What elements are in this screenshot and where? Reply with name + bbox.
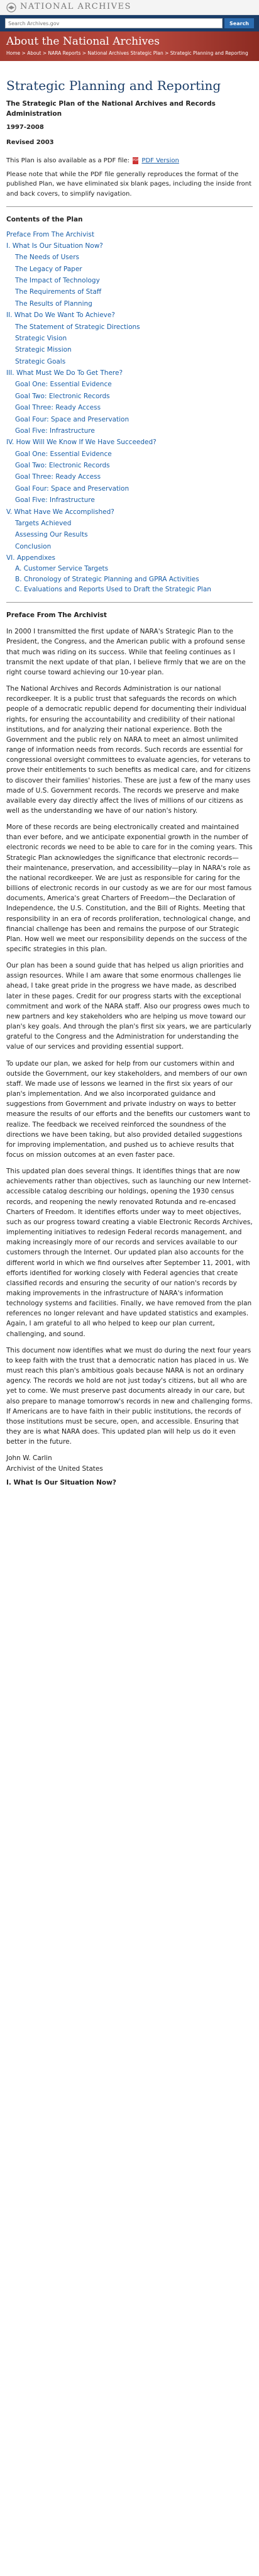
breadcrumb-plan[interactable]: National Archives Strategic Plan bbox=[87, 50, 163, 57]
pdf-note: Please note that while the PDF file generally reproduces the format of the published Plan, we have eliminated six blank pages, including the inside front and back covers, to simplify navigation. bbox=[6, 170, 252, 198]
signature-name: John W. Carlin bbox=[6, 1454, 52, 1463]
toc-link[interactable]: Goal One: Essential Evidence bbox=[15, 450, 112, 458]
preface-paragraph: Our plan has been a sound guide that has helped us align priorities and assign resources. While I am aware that some enormous challenges lie ahead, I take great pride in the progress we have made, as described later in these pages. Credit for our progress starts with the exceptional commitment and work of the NARA staff. Also our progress owes much to new partners and key stakeholders who are helping us move toward our plan's key goals. And through the plan's first six years, we are particularly grateful to the Congress and the Administration for understanding the value of our services and providing essential support. bbox=[6, 962, 251, 1051]
preface-paragraph: More of these records are being electronically created and maintained than ever before, and we anticipate exponential growth in the number of electronic records we need to be able to care for in the coming years. This Strategic Plan acknowledges the significance that electronic records—their maintenance, preservation, and accessibility—play in NARA's role as the national recordkeeper. We are just as responsible for caring for the billions of electronic records in our custody as we are for our most famous documents, America's great Charters of Freedom—the Declaration of Independence, the U.S. Constitution, and the Bill of Rights. Meeting that responsibility in an era of records proliferation, technological change, and financial challenge has been and remains the purpose of our Strategic Plan. How well we meet our responsibility depends on the success of the specific strategies in this plan. bbox=[6, 823, 253, 953]
toc-link[interactable]: Preface From The Archivist bbox=[6, 230, 94, 238]
signature bbox=[6, 1453, 253, 1474]
toc-link[interactable]: Goal Two: Electronic Records bbox=[15, 392, 110, 400]
toc-link[interactable]: The Results of Planning bbox=[15, 299, 92, 308]
preface-paragraph: This updated plan does several things. It identifies things that are now achievements rather than objectives, such as launching our new Internet-accessible catalog describing our holdings, opening the 1930 census records, and reopening the newly renovated Rotunda and re-encased Charters of Freedom. It identifies efforts under way to meet objectives, such as our progress toward creating a viable Electronic Records Archives, implementing initiatives to redesign Federal records management, and making increasingly more of our records and services available to our customers through the Internet. Our updated plan also accounts for the different world in which we find ourselves after September 11, 2001, with efforts identified for working closely with Federal agencies that create classified records and ensuring the security of our nation's records by making improvements in the infrastructure of NARA's information technology systems and facilities. Finally, we have removed from the plan references no longer relevant and have updated statistics and examples. Again, I am grateful to all who helped to keep our plan current, challenging, and sound. bbox=[6, 1168, 253, 1338]
table-of-contents bbox=[6, 229, 253, 595]
toc-link[interactable]: V. What Have We Accomplished? bbox=[6, 508, 114, 516]
toc-link[interactable]: The Needs of Users bbox=[15, 254, 79, 262]
toc-link[interactable]: C. Evaluations and Reports Used to Draft the Strategic Plan bbox=[15, 585, 211, 593]
main-content bbox=[0, 61, 259, 1488]
toc-link[interactable]: Conclusion bbox=[15, 542, 52, 550]
section-banner bbox=[0, 31, 259, 61]
page-title: Strategic Planning and Reporting bbox=[6, 77, 221, 93]
toc-link[interactable]: III. What Must We Do To Get There? bbox=[6, 369, 123, 377]
toc-link[interactable]: The Statement of Strategic Directions bbox=[15, 323, 140, 331]
toc-link[interactable]: A. Customer Service Targets bbox=[15, 565, 109, 573]
toc-link[interactable]: Strategic Vision bbox=[15, 334, 67, 342]
toc-link[interactable]: The Legacy of Paper bbox=[15, 265, 82, 273]
breadcrumb-reports[interactable]: NARA Reports bbox=[48, 50, 81, 57]
toc-link[interactable]: II. What Do We Want To Achieve? bbox=[6, 311, 115, 320]
banner-title: About the National Archives bbox=[6, 35, 160, 48]
toc-link[interactable]: IV. How Will We Know If We Have Succeeded? bbox=[6, 438, 157, 447]
site-logo-text[interactable]: NATIONAL ARCHIVES bbox=[20, 2, 131, 12]
preface-paragraph: To update our plan, we asked for help from our customers within and outside the Government, our key stakeholders, and members of our own staff. We made use of lessons we learned in the first six years of our plan's implementation. And we also incorporated guidance and suggestions from Government and private industry on ways to better measure the results of our efforts and the benefits our customers want to realize. The feedback we received reinforced the soundness of the directions we have been taking, but also provided detailed suggestions for improving implementation, and pushed us to achieve results that focus on mission outcomes at an even faster pace. bbox=[6, 1059, 250, 1159]
toc-link[interactable]: Goal Three: Ready Access bbox=[15, 473, 101, 481]
site-header bbox=[0, 0, 259, 15]
signature-title: Archivist of the United States bbox=[6, 1464, 103, 1473]
toc-link[interactable]: Goal One: Essential Evidence bbox=[15, 381, 112, 389]
eagle-logo-icon[interactable] bbox=[6, 3, 16, 13]
breadcrumb: Home > About > NARA Reports > National Archives Strategic Plan > Strategic Planning and Reporting bbox=[6, 50, 248, 57]
toc-link[interactable]: The Impact of Technology bbox=[15, 277, 100, 285]
toc-link[interactable]: Strategic Mission bbox=[15, 346, 72, 354]
divider bbox=[6, 206, 253, 207]
pdf-availability: This Plan is also available as a PDF file: PDF PDF Version bbox=[6, 157, 179, 165]
revised-date: Revised 2003 bbox=[6, 138, 54, 146]
preface-paragraph: This document now identifies what we must do during the next four years to keep faith with the trust that a democratic nation has placed in us. We must reach this plan's ambitious goals because NARA is not an ordinary agency. The records we hold are not just today's citizens, but all who are yet to come. We must preserve past documents already in our care, but also prepare to manage tomorrow's records in new and challenging forms. If Americans are to have faith in their public institutions, the records of those institutions must be secure, open, and accessible. Ensuring that they are is what NARA does. This updated plan will help us do it even better in the future. bbox=[6, 1346, 253, 1446]
page-subtitle: The Strategic Plan of the National Archives and Records Administration bbox=[6, 99, 216, 118]
toc-link[interactable]: VI. Appendixes bbox=[6, 554, 55, 562]
toc-link[interactable]: Goal Four: Space and Preservation bbox=[15, 484, 130, 493]
toc-link[interactable]: B. Chronology of Strategic Planning and GPRA Activities bbox=[15, 575, 199, 583]
toc-link[interactable]: The Requirements of Staff bbox=[15, 288, 102, 296]
preface-paragraph: The National Archives and Records Administration is our national recordkeeper. It is a public trust that safeguards the records on which people of a democratic republic depend for documenting their individual rights, for ensuring the accountability and credibility of their national institutions, and for analyzing their national experience. Both the Government and the public rely on NARA to meet an almost unlimited range of information needs from records. Such records are essential for congressional oversight committees to evaluate agencies, for veterans to prove their entitlements to such benefits as medical care, and for citizens to discover their families' histories. These are just a few of the many uses made of U.S. Government records. The records we preserve and make available every day directly affect the lives of millions of our citizens as well as the understanding we have of our nation's history. bbox=[6, 685, 251, 815]
breadcrumb-home[interactable]: Home bbox=[6, 50, 21, 57]
toc-link[interactable]: Goal Five: Infrastructure bbox=[15, 496, 95, 505]
toc-link[interactable]: Strategic Goals bbox=[15, 357, 66, 365]
pdf-file-icon: PDF bbox=[133, 157, 138, 164]
toc-link[interactable]: Assessing Our Results bbox=[15, 531, 88, 539]
search-button[interactable]: Search bbox=[224, 18, 254, 28]
breadcrumb-current: Strategic Planning and Reporting bbox=[170, 50, 248, 57]
toc-title: Contents of the Plan bbox=[6, 216, 83, 224]
pdf-version-link[interactable]: PDF Version bbox=[141, 157, 179, 165]
search-input[interactable] bbox=[5, 18, 223, 28]
preface-paragraph: In 2000 I transmitted the first update of NARA's Strategic Plan to the President, the Congress, and the American public with a profound sense that much was riding on its success. While that feeling continues as I transmit the next update of that plan, I believe firmly that we are on the right course toward achieving our 10-year plan. bbox=[6, 628, 246, 676]
divider bbox=[6, 602, 253, 603]
preface-body bbox=[6, 627, 253, 1447]
toc-link[interactable]: Targets Achieved bbox=[15, 519, 72, 527]
toc-link[interactable]: I. What Is Our Situation Now? bbox=[6, 242, 103, 250]
toc-link[interactable]: Goal Four: Space and Preservation bbox=[15, 415, 130, 423]
toc-link[interactable]: Goal Three: Ready Access bbox=[15, 404, 101, 412]
search-bar bbox=[0, 15, 259, 31]
preface-title: Preface From The Archivist bbox=[6, 611, 107, 620]
plan-years: 1997-2008 bbox=[6, 124, 44, 131]
next-section-title: I. What Is Our Situation Now? bbox=[6, 1478, 116, 1486]
breadcrumb-about[interactable]: About bbox=[27, 50, 41, 57]
toc-link[interactable]: Goal Two: Electronic Records bbox=[15, 462, 110, 470]
toc-link[interactable]: Goal Five: Infrastructure bbox=[15, 427, 95, 435]
